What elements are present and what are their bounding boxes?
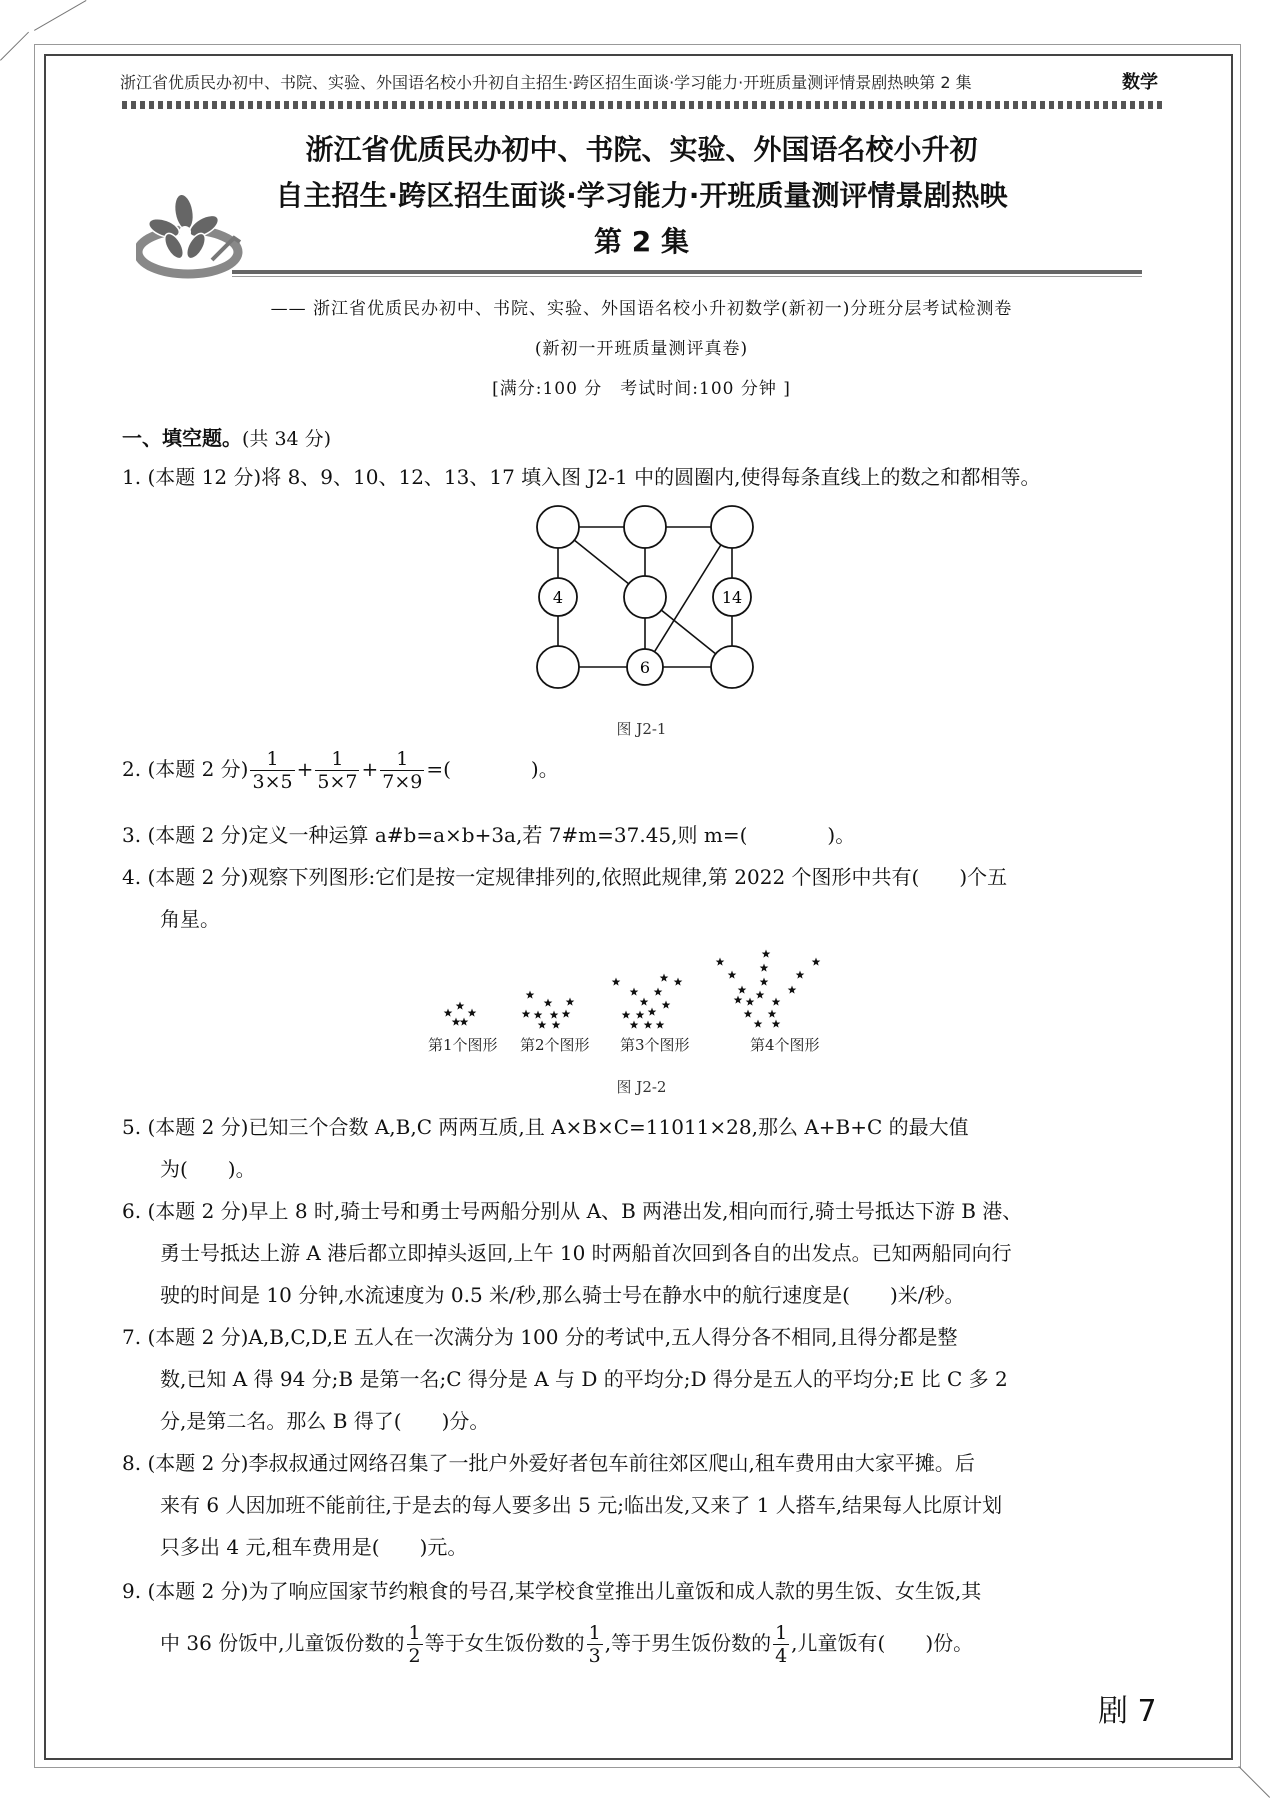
q2-suffix: =( )。 [426, 757, 559, 781]
question-5-line-1: 5. (本题 2 分)已知三个合数 A,B,C 两两互质,且 A×B×C=11011×28,那么 A+B+C 的最大值 [122, 1115, 969, 1139]
question-5-line-2: 为( )。 [160, 1157, 256, 1181]
figure-j2-1 [520, 500, 770, 700]
star-icon [544, 999, 553, 1007]
question-6-line-3: 驶的时间是 10 分钟,水流速度为 0.5 米/秒,那么骑士号在静水中的航行速度是( )米/秒。 [160, 1283, 965, 1307]
star-icon [648, 1008, 657, 1016]
subtitle-line-3: [满分:100 分 考试时间:100 分钟 ] [492, 379, 791, 399]
star-icon [754, 1020, 763, 1028]
circle-bottom-right [711, 646, 753, 688]
figure-2-label-4: 第4个图形 [750, 1036, 820, 1054]
question-8-line-3: 只多出 4 元,租车费用是( )元。 [160, 1535, 468, 1559]
circle-top-right [711, 506, 753, 548]
star-icon [612, 978, 621, 986]
title-line-2: 自主招生·跨区招生面谈·学习能力·开班质量测评情景剧热映 [275, 179, 1008, 212]
question-7-line-2: 数,已知 A 得 94 分;B 是第一名;C 得分是 A 与 D 的平均分;D 得分是五人的平均分;E 比 C 多 2 [160, 1367, 1008, 1391]
figure-1-caption: 图 J2-1 [616, 720, 667, 738]
question-7-line-1: 7. (本题 2 分)A,B,C,D,E 五人在一次满分为 100 分的考试中,五人得分各不相同,且得分都是整 [122, 1325, 958, 1349]
corner-mark [34, 0, 86, 31]
star-icon [444, 1009, 453, 1017]
section-heading [122, 422, 331, 451]
circle-top-left [537, 506, 579, 548]
star-icon [662, 1001, 671, 1009]
subject-label: 数学 [1122, 72, 1158, 93]
corner-mark [0, 32, 29, 61]
star-icon [744, 1010, 753, 1018]
title-rule [232, 270, 1142, 274]
star-icon [756, 991, 765, 999]
corner-mark [1238, 1766, 1270, 1798]
star-icon [768, 1010, 777, 1018]
q2-fraction-1: $\frac{1}{3\times 5}$ [252, 748, 293, 793]
question-2: 2. (本题 2 分) $\frac{1}{3\times 5}$ + $\frac{1}{5\times 7}$ + $\frac{1}{7\times 9}$ =( )。 [122, 748, 559, 793]
star-icon [622, 1011, 631, 1019]
q2-fraction-2: $\frac{1}{5\times 7}$ [317, 748, 358, 793]
star-icon [796, 971, 805, 979]
figure-2-label-1: 第1个图形 [428, 1036, 498, 1054]
figure-2-label-2: 第2个图形 [520, 1036, 590, 1054]
subtitle-line-2: (新初一开班质量测评真卷) [534, 339, 749, 359]
page-number: 剧 7 [1098, 1694, 1157, 1729]
question-4-line-2: 角星。 [160, 907, 220, 931]
question-8-line-2: 来有 6 人因加班不能前往,于是去的每人要多出 5 元;临出发,又来了 1 人搭车,结果每人比原计划 [160, 1493, 1003, 1517]
q9-fraction-3: $\frac{1}{4}$ [775, 1622, 788, 1667]
question-6-line-2: 勇士号抵达上游 A 港后都立即掉头返回,上午 10 时两船首次回到各自的出发点。已知两船同向行 [160, 1241, 1012, 1265]
circle-top-mid [624, 506, 666, 548]
star-icon [522, 1010, 531, 1018]
label-bottom-mid: 6 [639, 658, 651, 677]
q2-prefix: 2. (本题 2 分) [122, 757, 249, 781]
question-8-line-1: 8. (本题 2 分)李叔叔通过网络召集了一批户外爱好者包车前往郊区爬山,租车费用由大家平摊。后 [122, 1451, 975, 1475]
label-right-mid: 14 [721, 588, 743, 607]
star-icon [674, 978, 683, 986]
star-icon [746, 998, 755, 1006]
question-1: 1. (本题 12 分)将 8、9、10、12、13、17 填入图 J2-1 中的圆圈内,使得每条直线上的数之和都相等。 [122, 465, 1041, 489]
question-9-line-2: 中 36 份饭中,儿童饭份数的 $\frac{1}{2}$ 等于女生饭份数的 $\frac{1}{3}$ ,等于男生饭份数的 $\frac{1}{4}$ ,儿童饭有( )份。 [160, 1622, 974, 1667]
star-icon [566, 998, 575, 1006]
figure-2-label-3: 第3个图形 [620, 1036, 690, 1054]
circle-center [624, 576, 666, 618]
question-3: 3. (本题 2 分)定义一种运算 a#b=a×b+3a,若 7#m=37.45,则 m=( )。 [122, 823, 856, 847]
star-icon [660, 974, 669, 982]
section-title: 一、填空题。 [122, 426, 242, 450]
star-icon [760, 978, 769, 986]
star-icon [552, 1021, 561, 1029]
star-icon [534, 1011, 543, 1019]
section-points: (共 34 分) [242, 428, 332, 450]
q2-fraction-3: $\frac{1}{7\times 9}$ [382, 748, 423, 793]
question-6-line-1: 6. (本题 2 分)早上 8 时,骑士号和勇士号两船分别从 A、B 两港出发,相向而行,骑士号抵达下游 B 港、 [122, 1199, 1023, 1223]
figure-2-caption: 图 J2-2 [616, 1078, 667, 1096]
star-icon [452, 1018, 461, 1026]
star-icon [728, 971, 737, 979]
question-4-line-1: 4. (本题 2 分)观察下列图形:它们是按一定规律排列的,依照此规律,第 2022 个图形中共有( )个五 [122, 865, 1008, 889]
star-icon [654, 988, 663, 996]
star-icon [636, 1011, 645, 1019]
question-7-line-3: 分,是第二名。那么 B 得了( )分。 [160, 1409, 490, 1433]
star-icon [460, 1018, 469, 1026]
subtitle-line-1: —— 浙江省优质民办初中、书院、实验、外国语名校小升初数学(新初一)分班分层考试检测卷 [270, 299, 1013, 319]
star-icon [630, 988, 639, 996]
star-icon [734, 996, 743, 1004]
star-icon [456, 1002, 465, 1010]
q9-fraction-1: $\frac{1}{2}$ [408, 1622, 421, 1667]
star-icon [562, 1010, 571, 1018]
circle-bottom-left [537, 646, 579, 688]
star-icon [772, 998, 781, 1006]
header-stripe [122, 101, 1164, 109]
star-icon [630, 1021, 639, 1029]
star-icon [772, 1020, 781, 1028]
star-icon [526, 991, 535, 999]
star-icon [644, 1021, 653, 1029]
running-head: 浙江省优质民办初中、书院、实验、外国语名校小升初自主招生·跨区招生面谈·学习能力·开班质量测评情景剧热映第 2 集 [120, 73, 972, 92]
question-9-line-1: 9. (本题 2 分)为了响应国家节约粮食的号召,某学校食堂推出儿童饭和成人款的男生饭、女生饭,其 [122, 1579, 982, 1603]
figure-j2-2 [420, 940, 880, 1060]
star-icon [640, 998, 649, 1006]
star-icon [538, 1021, 547, 1029]
star-icon [812, 958, 821, 966]
star-icon [788, 986, 797, 994]
title-rule-thin [232, 276, 1142, 277]
star-icon [656, 1021, 665, 1029]
star-icon [762, 950, 771, 958]
q9-fraction-2: $\frac{1}{3}$ [588, 1622, 601, 1667]
star-icon [760, 964, 769, 972]
title-line-3: 第 2 集 [594, 225, 689, 258]
star-icon [468, 1009, 477, 1017]
title-line-1: 浙江省优质民办初中、书院、实验、外国语名校小升初 [305, 133, 978, 166]
label-left-mid: 4 [552, 588, 564, 607]
star-icon [738, 986, 747, 994]
star-icon [550, 1011, 559, 1019]
star-icon [716, 958, 725, 966]
